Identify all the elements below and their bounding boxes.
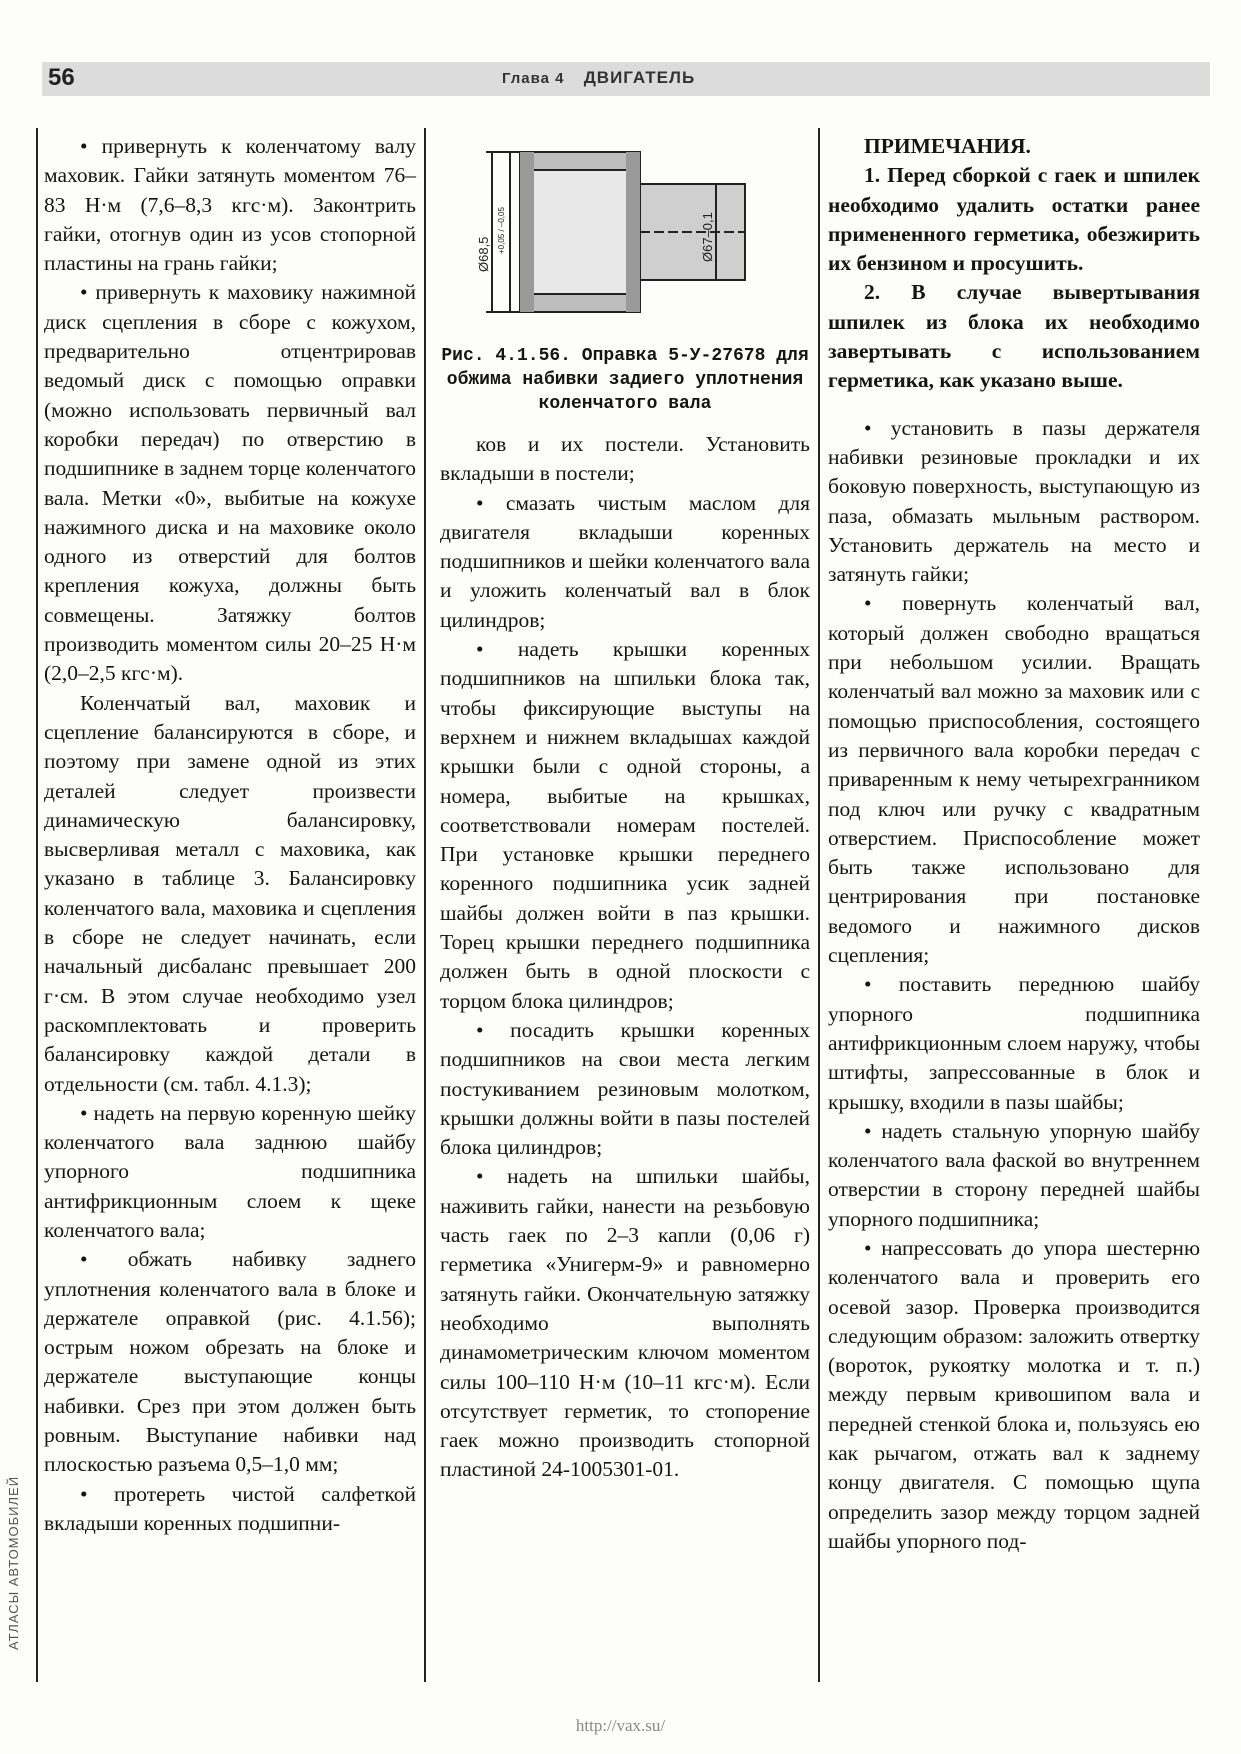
paragraph: Коленчатый вал, маховик и сцепление балансируются в сборе, и поэтому при замене одной из этих деталей следует произвести динамическую балансировку, высверливая металл с маховика, как указано в таблице 3. Балансировку коленчатого вала, маховика и сцепления в сборе не следует начинать, если начальный дисбаланс превышает 200 г·см. В этом случае необходимо узел раскомплектовать и проверить балансировку каждой детали в отдельности (см. табл. 4.1.3);: [44, 690, 416, 1096]
column-rule-left: [36, 128, 38, 1682]
column-rule-2: [818, 128, 820, 1682]
paragraph: • протереть чистой салфеткой вкладыши коренных подшипни-: [44, 1481, 416, 1535]
paragraph: • привернуть к маховику нажимной диск сцепления в сборе с кожухом, предварительно отцентрировав ведомый диск с помощью оправки (можно использовать первичный вал коробки передач) по отверстию в подшипнике в заднем торце коленчатого вала. Метки «0», выбитые на кожухе нажимного диска и на маховике около одного из отверстий для болтов крепления кожуха, должны быть совмещены. Затяжку болтов производить моментом силы 20–25 Н·м (2,0–2,5 кгс·м).: [44, 280, 416, 686]
notes-title: ПРИМЕЧАНИЯ.: [864, 134, 1031, 158]
note-item: 2. В случае вывертывания шпилек из блока их необходимо завертывать с использованием герметика, как указано выше.: [828, 280, 1200, 393]
note-item: 1. Перед сборкой с гаек и шпилек необходимо удалить остатки ранее примененного герметика, обезжирить их бензином и просушить.: [828, 163, 1200, 276]
page-number: 56: [48, 64, 75, 91]
figure-4-1-56: [440, 122, 810, 340]
paragraph: • поставить переднюю шайбу упорного подшипника антифрикционным слоем наружу, чтобы штифты, запрессованные в блок и крышку, входили в пазы шайбы;: [828, 972, 1200, 1114]
page-header: [42, 62, 1210, 96]
column-rule-1: [424, 128, 426, 1682]
middle-column: [440, 132, 810, 1485]
paragraph: • надеть стальную упорную шайбу коленчатого вала фаской во внутреннем отверстии в сторону передней шайбы упорного подшипника;: [828, 1118, 1200, 1231]
figure-caption: Рис. 4.1.56. Оправка 5-У-27678 для обжима набивки задиего уплотнения коленчатого вала: [441, 346, 809, 414]
chapter-title: ДВИГАТЕЛЬ: [583, 68, 696, 87]
paragraph: • обжать набивку заднего уплотнения коленчатого вала в блоке и держателе оправкой (рис. 4.1.56); острым ножом обрезать на блоке и держателе выступающие концы набивки. Срез при этом должен быть ровным. Выступание набивки над плоскостью разъема 0,5–1,0 мм;: [44, 1247, 416, 1477]
chapter-label: Глава 4: [502, 70, 565, 87]
paragraph: • установить в пазы держателя набивки резиновые прокладки и их боковую поверхность, выступающую из паза, обмазать мыльным раствором. Установить держатель на место и затянуть гайки;: [828, 415, 1200, 587]
paragraph: • надеть крышки коренных подшипников на шпильки блока так, чтобы фиксирующие выступы на верхнем и нижнем вкладышах каждой крышки были с одной стороны, а номера, выбитые на крышках, соответствовали номерам постелей. При установке крышки переднего коренного подшипника усик задней шайбы должен войти в паз крышки. Торец крышки переднего подшипника должен быть в одной плоскости с торцом блока цилиндров;: [440, 637, 810, 1013]
paragraph: • надеть на шпильки шайбы, наживить гайки, нанести на резьбовую часть гаек по 2–3 капли (0,06 г) герметика «Унигерм-9» и равномерно затянуть гайки. Окончательную затяжку необходимо выполнять динамометрическим ключом моментом силы 100–110 Н·м (10–11 кгс·м). Если отсутствует герметик, то стопорение гаек можно производить стопорной пластиной 24-1005301-01.: [440, 1164, 810, 1482]
paragraph: • посадить крышки коренных подшипников на свои места легким постукиванием резиновым молотком, крышки должны войти в пазы постелей блока цилиндров;: [440, 1017, 810, 1160]
footer-url[interactable]: http://vax.su/: [575, 1716, 666, 1735]
notes-block: [828, 161, 1200, 395]
left-column: [44, 132, 416, 1538]
paragraph: • напрессовать до упора шестерню коленчатого вала и проверить его осевой зазор. Проверка производится следующим образом: заложить отвертку (вороток, рукоятку молотка и т. п.) между первым кривошипом вала и передней стенкой блока и, пользуясь ею как рычагом, отжать вал к заднему концу двигателя. С помощью щупа определить зазор между торцом задней шайбы упорного под-: [828, 1235, 1200, 1553]
paragraph: • повернуть коленчатый вал, который должен свободно вращаться при небольшом усилии. Вращать коленчатый вал можно за маховик или с помощью приспособления, состоящего из первичного вала коробки передач с приваренным к нему четырехгранником под ключ или ручку с квадратным отверстием. Приспособление может быть также использовано для центрирования при постановке ведомого и нажимного дисков сцепления;: [828, 591, 1200, 968]
side-label: АТЛАСЫ АВТОМОБИЛЕЙ: [6, 1475, 21, 1650]
dim-outer-tolerance: +0,05 / –0,05: [497, 207, 506, 254]
dim-outer: Ø68,5: [476, 236, 491, 272]
dim-inner: Ø67–0,1: [700, 212, 715, 262]
chapter-heading: [502, 68, 695, 88]
paragraph: • смазать чистым маслом для двигателя вкладыши коренных подшипников и шейки коленчатого вала и уложить коленчатый вал в блок цилиндров;: [440, 490, 810, 632]
right-column: [828, 132, 1200, 1556]
paragraph: ков и их постели. Установить вкладыши в постели;: [440, 432, 810, 486]
mandrel-drawing: [440, 122, 810, 340]
paragraph: • надеть на первую коренную шейку коленчатого вала заднюю шайбу упорного подшипника антифрикционным слоем к щеке коленчатого вала;: [44, 1100, 416, 1242]
paragraph: • привернуть к коленчатому валу маховик. Гайки затянуть моментом 76–83 Н·м (7,6–8,3 кгс·м). Законтрить гайки, отогнув один из усов стопорной пластины на грань гайки;: [44, 134, 416, 276]
